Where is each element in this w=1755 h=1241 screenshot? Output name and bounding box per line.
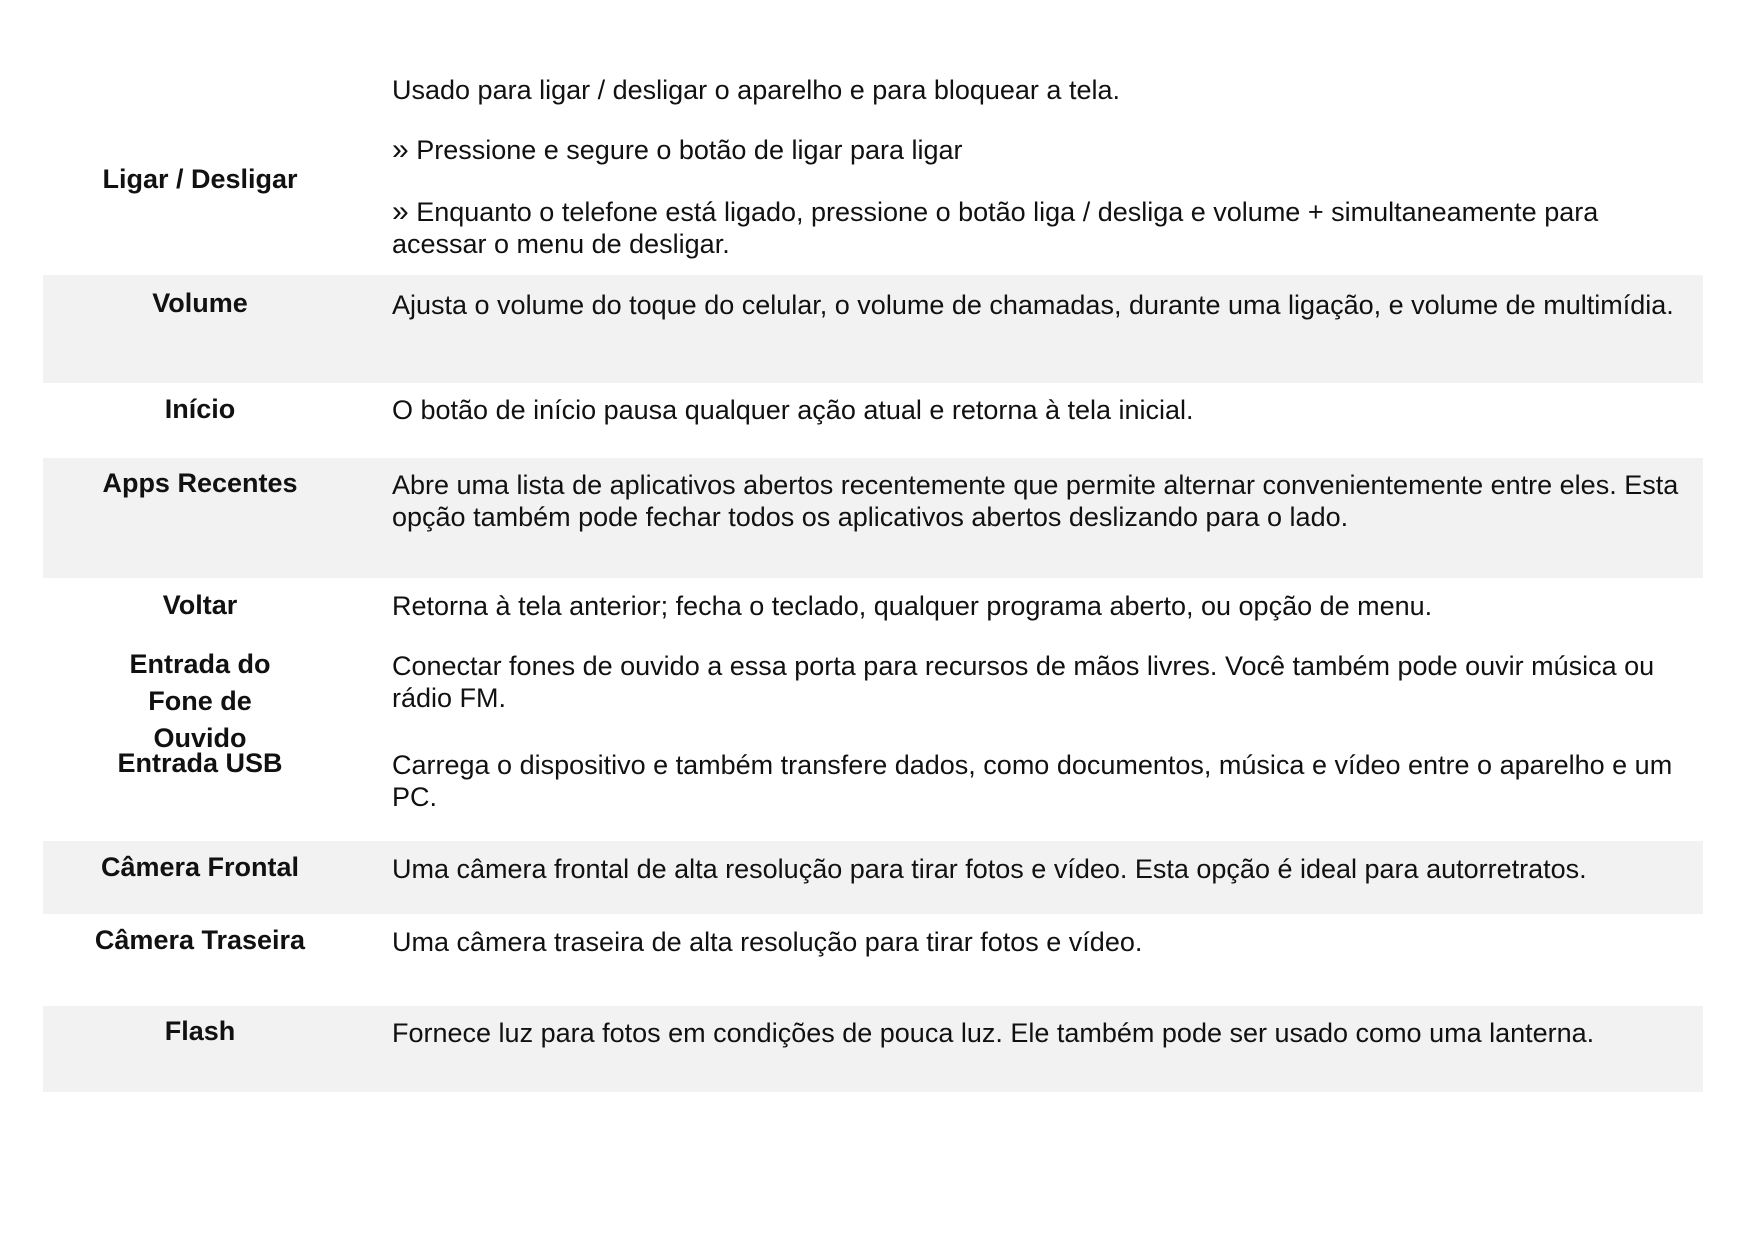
row-label: Flash bbox=[164, 1016, 236, 1046]
row-label: Câmera Traseira bbox=[94, 925, 306, 955]
row-label: Entrada do Fone de Ouvido bbox=[129, 649, 271, 753]
row-description: Abre uma lista de aplicativos abertos recentemente que permite alternar convenientemente entre eles. Esta opção também pode fechar todos os aplicativos abertos deslizando para o lado. bbox=[392, 470, 1679, 532]
description-line: Enquanto o telefone está ligado, pressione o botão liga / desliga e volume + simultaneamente para acessar o menu de desligar. bbox=[392, 197, 1599, 259]
row-description: O botão de início pausa qualquer ação atual e retorna à tela inicial. bbox=[392, 395, 1194, 425]
chevron-icon: » bbox=[392, 133, 409, 166]
row-description: Uma câmera frontal de alta resolução para tirar fotos e vídeo. Esta opção é ideal para autorretratos. bbox=[392, 854, 1587, 884]
row-label: Câmera Frontal bbox=[100, 852, 300, 882]
row-label: Apps Recentes bbox=[102, 468, 298, 498]
row-description: Carrega o dispositivo e também transfere dados, como documentos, música e vídeo entre o aparelho e um PC. bbox=[392, 750, 1673, 812]
chevron-icon: » bbox=[392, 195, 409, 228]
table-row bbox=[43, 638, 1703, 753]
row-description bbox=[392, 74, 1692, 260]
table-row bbox=[43, 458, 1703, 578]
row-description: Conectar fones de ouvido a essa porta para recursos de mãos livres. Você também pode ouvir música ou rádio FM. bbox=[392, 651, 1655, 713]
table-row bbox=[43, 841, 1703, 914]
table-row bbox=[43, 578, 1703, 638]
description-line: Usado para ligar / desligar o aparelho e para bloquear a tela. bbox=[392, 75, 1120, 105]
row-label: Volume bbox=[152, 288, 248, 318]
table-row bbox=[43, 60, 1703, 275]
table-row bbox=[43, 738, 1703, 841]
row-label: Início bbox=[164, 394, 236, 424]
row-description: Retorna à tela anterior; fecha o teclado, qualquer programa aberto, ou opção de menu. bbox=[392, 591, 1433, 621]
bullet-line bbox=[392, 196, 1692, 260]
table-row bbox=[43, 383, 1703, 458]
row-description: Fornece luz para fotos em condições de pouca luz. Ele também pode ser usado como uma lanterna. bbox=[392, 1018, 1595, 1048]
table-row bbox=[43, 914, 1703, 1006]
row-label: Voltar bbox=[162, 590, 238, 620]
row-label: Ligar / Desligar bbox=[102, 164, 298, 194]
row-description: Ajusta o volume do toque do celular, o volume de chamadas, durante uma ligação, e volume de multimídia. bbox=[392, 290, 1674, 320]
bullet-line bbox=[392, 134, 1692, 166]
table-row bbox=[43, 275, 1703, 383]
description-line: Pressione e segure o botão de ligar para ligar bbox=[416, 135, 963, 165]
row-label: Entrada USB bbox=[117, 748, 283, 778]
row-description: Uma câmera traseira de alta resolução para tirar fotos e vídeo. bbox=[392, 927, 1143, 957]
table-row bbox=[43, 1006, 1703, 1092]
